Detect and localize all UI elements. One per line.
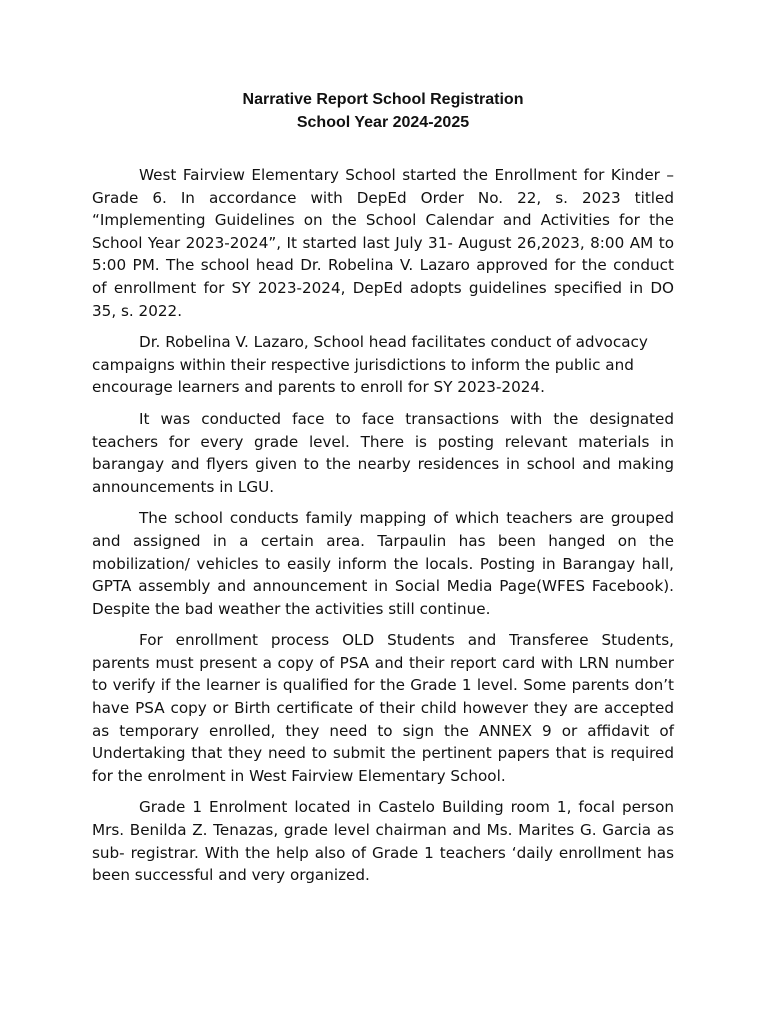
paragraph-grade1-enrolment: Grade 1 Enrolment located in Castelo Building room 1, focal person Mrs. Benilda Z. Tenazas, grade level chairman and Ms. Marites G. Garcia as sub- registrar. With the help also of Grade 1 teachers ‘daily enrollment has been successful and very organized. <box>92 798 674 885</box>
paragraph-enrollment-process: For enrollment process OLD Students and Transferee Students, parents must present a copy of PSA and their report card with LRN number to verify if the learner is qualified for the Grade 1 level. Some parents don’t have PSA copy or Birth certificate of their child however they are accepted as temporary enrolled, they need to sign the ANNEX 9 or affidavit of Undertaking that they need to submit the pertinent papers that is required for the enrolment in West Fairview Elementary School. <box>92 631 674 785</box>
document-title <box>92 88 674 134</box>
paragraph-advocacy: Dr. Robelina V. Lazaro, School head facilitates conduct of advocacy campaigns within their respective jurisdictions to inform the public and encourage learners and parents to enroll for SY 2023-2024. <box>92 333 648 397</box>
paragraph-enrollment-intro: West Fairview Elementary School started the Enrollment for Kinder – Grade 6. In accordance with DepEd Order No. 22, s. 2023 titled “Implementing Guidelines on the School Calendar and Activities for the School Year 2023-2024”, It started last July 31- August 26,2023, 8:00 AM to 5:00 PM. The school head Dr. Robelina V. Lazaro approved for the conduct of enrollment for SY 2023-2024, DepEd adopts guidelines specified in DO 35, s. 2022. <box>92 166 674 320</box>
document-page <box>92 88 674 896</box>
paragraph-transactions: It was conducted face to face transactions with the designated teachers for every grade level. There is posting relevant materials in barangay and flyers given to the nearby residences in school and making announcements in LGU. <box>92 409 674 496</box>
title-line-1: Narrative Report School Registration <box>242 91 524 108</box>
title-line-2: School Year 2024-2025 <box>296 114 470 131</box>
paragraph-family-mapping: The school conducts family mapping of which teachers are grouped and assigned in a certain area. Tarpaulin has been hanged on the mobilization/ vehicles to easily inform the locals. Posting in Barangay hall, GPTA assembly and announcement in Social Media Page(WFES Facebook). Despite the bad weather the activities still continue. <box>92 509 674 618</box>
